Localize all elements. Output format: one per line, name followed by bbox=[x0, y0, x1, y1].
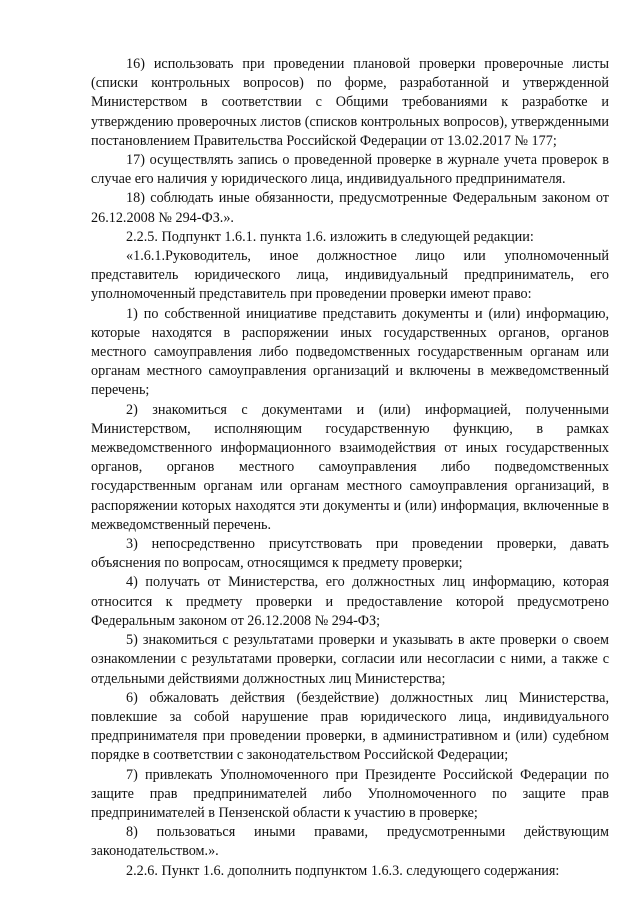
paragraph-clause-2-2-5: 2.2.5. Подпункт 1.6.1. пункта 1.6. изложить в следующей редакции: bbox=[126, 228, 534, 245]
paragraph-right-5: 5) знакомиться с результатами проверки и указывать в акте проверки о своем ознакомлении с результатами проверки, согласии или несогласии с ними, а также с отдельными действиями должностных лиц Министерства; bbox=[91, 632, 609, 687]
document-page bbox=[91, 55, 609, 881]
paragraph-clause-2-2-6: 2.2.6. Пункт 1.6. дополнить подпунктом 1.6.3. следующего содержания: bbox=[126, 862, 560, 879]
paragraph-clause-1-6-1: «1.6.1.Руководитель, иное должностное лицо или уполномоченный представитель юридического лица, индивидуальный предприниматель, его уполномоченный представитель при проведении проверки имеют право: bbox=[91, 248, 609, 303]
paragraph-item-17: 17) осуществлять запись о проведенной проверке в журнале учета проверок в случае его наличия у юридического лица, индивидуального предпринимателя. bbox=[91, 152, 609, 188]
paragraph-right-7: 7) привлекать Уполномоченного при Президенте Российской Федерации по защите прав предпринимателей либо Уполномоченного по защите прав предпринимателей в Пензенской области к участию в проверке; bbox=[91, 766, 609, 821]
paragraph-item-16: 16) использовать при проведении плановой проверки проверочные листы (списки контрольных вопросов) по форме, разработанной и утвержденной Министерством в соответствии с Общими требованиями к разработке и утверждению проверочных листов (списков контрольных вопросов), утвержденными постановлением Правительства Российской Федерации от 13.02.2017 № 177; bbox=[91, 56, 609, 149]
paragraph-item-18: 18) соблюдать иные обязанности, предусмотренные Федеральным законом от 26.12.2008 № 294-ФЗ.». bbox=[91, 190, 609, 226]
paragraph-right-2: 2) знакомиться с документами и (или) информацией, полученными Министерством, исполняющим государственную функцию, в рамках межведомственного информационного взаимодействия от иных государственных органов, органов местного самоуправления либо подведомственных государственным органам или органам местного самоуправления организаций, в распоряжении которых находятся эти документы и (или) информация, включенные в межведомственный перечень. bbox=[91, 401, 609, 533]
paragraph-right-4: 4) получать от Министерства, его должностных лиц информацию, которая относится к предмету проверки и предоставление которой предусмотрено Федеральным законом от 26.12.2008 № 294-ФЗ; bbox=[91, 574, 609, 629]
paragraph-right-3: 3) непосредственно присутствовать при проведении проверки, давать объяснения по вопросам, относящимся к предмету проверки; bbox=[91, 536, 609, 572]
paragraph-right-6: 6) обжаловать действия (бездействие) должностных лиц Министерства, повлекшие за собой нарушение прав юридического лица, индивидуального предпринимателя при проведении проверки, в административном и (или) судебном порядке в соответствии с законодательством Российской Федерации; bbox=[91, 689, 609, 764]
paragraph-right-1: 1) по собственной инициативе представить документы и (или) информацию, которые находятся в распоряжении иных государственных органов, органов местного самоуправления либо подведомственных государственным органам или органам местного самоуправления организаций и включены в межведомственный перечень; bbox=[91, 305, 609, 399]
paragraph-right-8: 8) пользоваться иными правами, предусмотренными действующим законодательством.». bbox=[91, 824, 609, 860]
